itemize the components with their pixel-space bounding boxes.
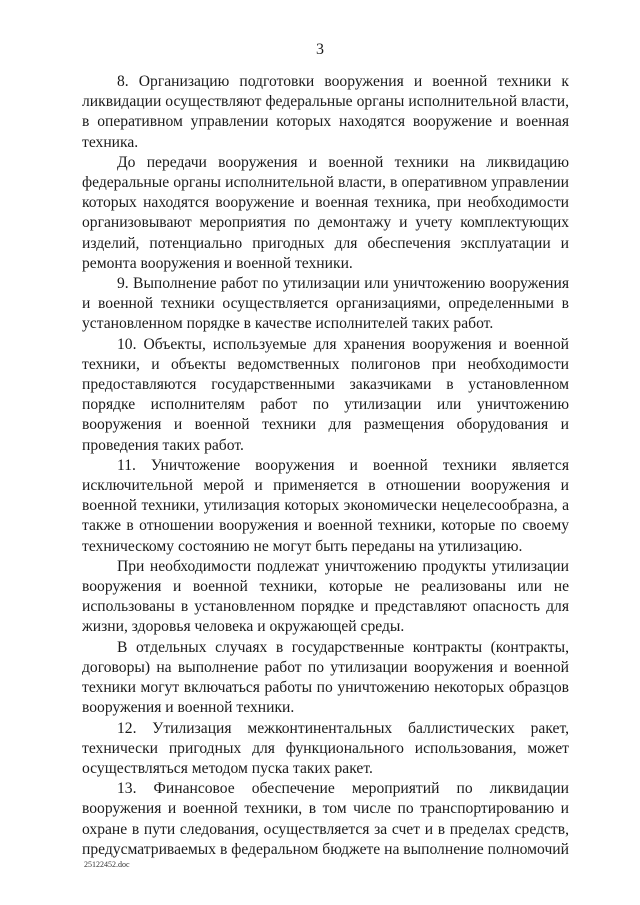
paragraph-12: 12. Утилизация межконтинентальных баллистических ракет, технически пригодных для функционального использования, может осуществляться методом пуска таких ракет. — [82, 719, 569, 777]
paragraph-11-second: При необходимости подлежат уничтожению продукты утилизации вооружения и военной техники, которые не реализованы или не использованы в установленном порядке и представляют опасность для жизни, здоровья человека и окружающей среды. — [82, 557, 569, 636]
file-name-footer: 25122452.doc — [84, 860, 130, 869]
paragraph-8: 8. Организацию подготовки вооружения и военной техники к ликвидации осуществляют федеральные органы исполнительной власти, в оперативном управлении которых находятся вооружение и военная техника. — [82, 73, 569, 151]
paragraph-9: 9. Выполнение работ по утилизации или уничтожению вооружения и военной техники осуществляется организациями, определенными в установленном порядке в качестве исполнителей таких работ. — [82, 275, 569, 333]
paragraph-11: 11. Уничтожение вооружения и военной техники является исключительной мерой и применяется в отношении вооружения и военной техники, утилизация которых экономически нецелесообразна, а также в отношении вооружения и военной техники, которые по своему техническому состоянию не могут быть переданы на утилизацию. — [82, 456, 569, 555]
paragraph-13: 13. Финансовое обеспечение мероприятий по ликвидации вооружения и военной техники, в том числе по транспортированию и охране в пути следования, осуществляется за счет и в пределах средств, предусматриваемых в федеральном бюджете на выполнение полномочий — [82, 780, 569, 858]
paragraph-10: 10. Объекты, используемые для хранения вооружения и военной техники, и объекты ведомственных полигонов при необходимости предоставляются государственными заказчиками в установленном порядке исполнителям работ по утилизации или уничтожению вооружения и военной техники для размещения оборудования и проведения таких работ. — [82, 335, 569, 454]
paragraph-11-third: В отдельных случаях в государственные контракты (контракты, договоры) на выполнение работ по утилизации вооружения и военной техники могут включаться работы по уничтожению некоторых образцов вооружения и военной техники. — [82, 638, 569, 717]
document-body — [82, 72, 569, 860]
paragraph-8-continued: До передачи вооружения и военной техники на ликвидацию федеральные органы исполнительной власти, в оперативном управлении которых находятся вооружение и военная техника, при необходимости организовывают мероприятия по демонтажу и учету комплектующих изделий, потенциально пригодных для обеспечения эксплуатации и ремонта вооружения и военной техники. — [82, 153, 569, 272]
page-number: 3 — [316, 41, 324, 58]
